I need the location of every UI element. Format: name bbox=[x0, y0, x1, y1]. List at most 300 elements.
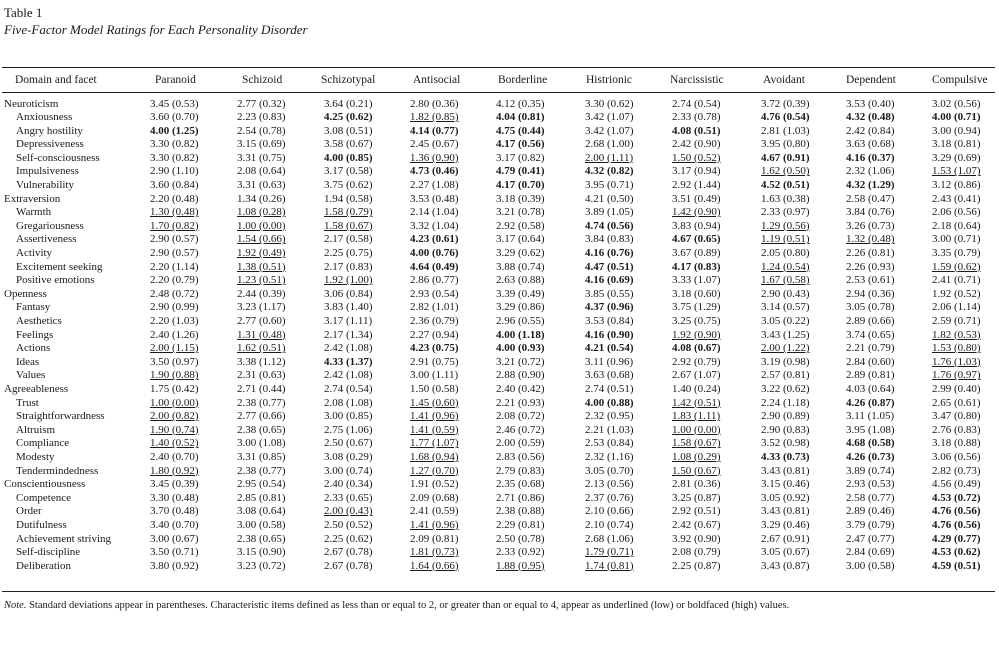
rating-cell: 2.58 (0.47) bbox=[846, 192, 895, 205]
rating-cell: 3.43 (1.25) bbox=[761, 328, 810, 341]
rating-cell: 2.86 (0.77) bbox=[410, 274, 459, 287]
rating-cell: 4.29 (0.77) bbox=[932, 532, 981, 545]
rating-cell: 3.17 (0.58) bbox=[324, 165, 373, 178]
rating-cell: 2.90 (0.89) bbox=[761, 410, 810, 423]
rating-cell: 2.21 (0.93) bbox=[496, 396, 545, 409]
rating-cell: 2.21 (1.03) bbox=[585, 423, 634, 436]
rating-cell: 2.90 (0.57) bbox=[150, 247, 199, 260]
rating-cell: 4.64 (0.49) bbox=[410, 260, 459, 273]
rating-cell: 2.32 (0.95) bbox=[585, 410, 634, 423]
rating-cell: 1.67 (0.58) bbox=[761, 274, 810, 287]
rating-cell: 4.67 (0.91) bbox=[761, 151, 810, 164]
rating-cell: 2.25 (0.87) bbox=[672, 559, 721, 572]
rating-cell: 1.32 (0.48) bbox=[846, 233, 895, 246]
rating-cell: 3.60 (0.70) bbox=[150, 111, 199, 124]
rating-cell: 2.40 (0.70) bbox=[150, 450, 199, 463]
rating-cell: 1.92 (0.49) bbox=[237, 247, 286, 260]
rating-cell: 1.92 (0.52) bbox=[932, 287, 981, 300]
rating-cell: 3.95 (1.08) bbox=[846, 423, 895, 436]
rating-cell: 3.63 (0.68) bbox=[585, 369, 634, 382]
facet-row bbox=[0, 247, 999, 261]
rating-cell: 2.74 (0.54) bbox=[672, 97, 721, 110]
rating-cell: 2.74 (0.51) bbox=[585, 382, 634, 395]
rating-cell: 3.70 (0.48) bbox=[150, 505, 199, 518]
rating-cell: 3.43 (0.81) bbox=[761, 505, 810, 518]
rating-cell: 3.05 (0.92) bbox=[761, 491, 810, 504]
rating-cell: 3.45 (0.53) bbox=[150, 97, 199, 110]
rating-cell: 1.41 (0.96) bbox=[410, 410, 459, 423]
table-title: Five-Factor Model Ratings for Each Personality Disorder bbox=[4, 22, 308, 37]
rating-cell: 3.21 (0.78) bbox=[496, 206, 545, 219]
rating-cell: 1.34 (0.26) bbox=[237, 192, 286, 205]
rating-cell: 1.94 (0.58) bbox=[324, 192, 373, 205]
rating-cell: 2.38 (0.77) bbox=[237, 396, 286, 409]
rating-cell: 2.47 (0.77) bbox=[846, 532, 895, 545]
rating-cell: 3.00 (0.67) bbox=[150, 532, 199, 545]
rating-cell: 4.14 (0.77) bbox=[410, 124, 459, 137]
rating-cell: 2.96 (0.55) bbox=[496, 315, 545, 327]
rating-cell: 2.92 (0.79) bbox=[672, 355, 721, 368]
facet-row bbox=[0, 369, 999, 383]
rating-cell: 4.76 (0.56) bbox=[932, 518, 981, 531]
table-header-rule bbox=[2, 92, 995, 93]
header-histrionic: Histrionic bbox=[586, 74, 632, 86]
rating-cell: 3.80 (0.92) bbox=[150, 559, 199, 572]
rating-cell: 3.38 (1.12) bbox=[237, 355, 286, 368]
rating-cell: 2.74 (0.54) bbox=[324, 382, 373, 395]
facet-row bbox=[0, 179, 999, 193]
rating-cell: 2.00 (1.22) bbox=[761, 342, 810, 355]
rating-cell: 3.23 (0.72) bbox=[237, 559, 286, 572]
rating-cell: 1.70 (0.82) bbox=[150, 219, 199, 232]
rating-cell: 1.58 (0.67) bbox=[324, 219, 373, 232]
facet-row bbox=[0, 125, 999, 139]
rating-cell: 2.25 (0.62) bbox=[324, 532, 373, 545]
rating-cell: 1.68 (0.94) bbox=[410, 450, 459, 463]
facet-label: Gregariousness bbox=[16, 219, 84, 232]
rating-cell: 1.91 (0.52) bbox=[410, 478, 459, 491]
header-domain-and-facet: Domain and facet bbox=[15, 74, 97, 86]
rating-cell: 3.22 (0.62) bbox=[761, 382, 810, 395]
facet-row bbox=[0, 451, 999, 465]
rating-cell: 2.67 (0.91) bbox=[761, 532, 810, 545]
facet-row bbox=[0, 533, 999, 547]
rating-cell: 2.54 (0.78) bbox=[237, 124, 286, 137]
rating-cell: 1.59 (0.62) bbox=[932, 260, 981, 273]
facet-label: Assertiveness bbox=[16, 233, 77, 246]
facet-row bbox=[0, 465, 999, 479]
facet-row bbox=[0, 505, 999, 519]
rating-cell: 4.33 (1.37) bbox=[324, 355, 373, 368]
rating-cell: 3.02 (0.56) bbox=[932, 97, 981, 110]
rating-cell: 2.59 (0.71) bbox=[932, 315, 981, 327]
rating-cell: 1.74 (0.81) bbox=[585, 559, 634, 572]
rating-cell: 1.81 (0.73) bbox=[410, 546, 459, 559]
rating-cell: 2.26 (0.81) bbox=[846, 247, 895, 260]
rating-cell: 2.40 (0.34) bbox=[324, 478, 373, 491]
rating-cell: 4.16 (0.90) bbox=[585, 328, 634, 341]
rating-cell: 2.92 (0.58) bbox=[496, 219, 545, 232]
rating-cell: 1.58 (0.79) bbox=[324, 206, 373, 219]
rating-cell: 1.45 (0.60) bbox=[410, 396, 459, 409]
rating-cell: 2.08 (0.64) bbox=[237, 165, 286, 178]
rating-cell: 4.12 (0.35) bbox=[496, 97, 545, 110]
rating-cell: 4.26 (0.73) bbox=[846, 450, 895, 463]
facet-label: Altruism bbox=[16, 423, 56, 436]
facet-label: Dutifulness bbox=[16, 518, 67, 531]
rating-cell: 3.64 (0.21) bbox=[324, 97, 373, 110]
rating-cell: 2.83 (0.56) bbox=[496, 450, 545, 463]
facet-label: Competence bbox=[16, 491, 71, 504]
domain-row bbox=[0, 98, 999, 112]
rating-cell: 2.08 (0.79) bbox=[672, 546, 721, 559]
rating-cell: 1.00 (0.00) bbox=[672, 423, 721, 436]
rating-cell: 2.68 (1.00) bbox=[585, 138, 634, 151]
rating-cell: 3.11 (1.05) bbox=[846, 410, 895, 423]
rating-cell: 4.21 (0.50) bbox=[585, 192, 634, 205]
rating-cell: 3.18 (0.81) bbox=[932, 138, 981, 151]
rating-cell: 2.90 (0.43) bbox=[761, 287, 810, 300]
rating-cell: 2.40 (0.42) bbox=[496, 382, 545, 395]
facet-label: Feelings bbox=[16, 328, 54, 341]
rating-cell: 4.32 (1.29) bbox=[846, 179, 895, 192]
facet-row bbox=[0, 329, 999, 343]
rating-cell: 4.23 (0.61) bbox=[410, 233, 459, 246]
rating-cell: 4.17 (0.56) bbox=[496, 138, 545, 151]
rating-cell: 2.71 (0.86) bbox=[496, 491, 545, 504]
rating-cell: 4.26 (0.87) bbox=[846, 396, 895, 409]
rating-cell: 2.10 (0.66) bbox=[585, 505, 634, 518]
rating-cell: 1.41 (0.59) bbox=[410, 423, 459, 436]
rating-cell: 2.06 (1.14) bbox=[932, 301, 981, 314]
header-avoidant: Avoidant bbox=[763, 74, 805, 86]
note-label: Note. bbox=[4, 600, 27, 611]
facet-label: Compliance bbox=[16, 437, 70, 450]
rating-cell: 1.50 (0.67) bbox=[672, 464, 721, 477]
rating-cell: 2.82 (1.01) bbox=[410, 301, 459, 314]
rating-cell: 3.51 (0.49) bbox=[672, 192, 721, 205]
rating-cell: 3.32 (1.04) bbox=[410, 219, 459, 232]
rating-cell: 3.30 (0.82) bbox=[150, 138, 199, 151]
rating-cell: 1.64 (0.66) bbox=[410, 559, 459, 572]
rating-cell: 3.08 (0.64) bbox=[237, 505, 286, 518]
rating-cell: 3.58 (0.67) bbox=[324, 138, 373, 151]
rating-cell: 2.25 (0.75) bbox=[324, 247, 373, 260]
rating-cell: 2.53 (0.84) bbox=[585, 437, 634, 450]
rating-cell: 3.52 (0.98) bbox=[761, 437, 810, 450]
rating-cell: 3.45 (0.39) bbox=[150, 478, 199, 491]
rating-cell: 4.00 (0.76) bbox=[410, 247, 459, 260]
rating-cell: 3.60 (0.84) bbox=[150, 179, 199, 192]
rating-cell: 4.76 (0.54) bbox=[761, 111, 810, 124]
rating-cell: 1.62 (0.50) bbox=[761, 165, 810, 178]
rating-cell: 2.46 (0.72) bbox=[496, 423, 545, 436]
rating-cell: 3.83 (0.94) bbox=[672, 219, 721, 232]
rating-cell: 4.00 (0.88) bbox=[585, 396, 634, 409]
rating-cell: 3.85 (0.55) bbox=[585, 287, 634, 300]
rating-cell: 3.30 (0.48) bbox=[150, 491, 199, 504]
rating-cell: 3.14 (0.57) bbox=[761, 301, 810, 314]
rating-cell: 3.00 (0.85) bbox=[324, 410, 373, 423]
rating-cell: 4.79 (0.41) bbox=[496, 165, 545, 178]
rating-cell: 1.62 (0.51) bbox=[237, 342, 286, 355]
rating-cell: 4.16 (0.76) bbox=[585, 247, 634, 260]
rating-cell: 2.27 (0.94) bbox=[410, 328, 459, 341]
rating-cell: 1.50 (0.58) bbox=[410, 382, 459, 395]
rating-cell: 1.58 (0.67) bbox=[672, 437, 721, 450]
table-top-rule bbox=[2, 67, 995, 68]
rating-cell: 1.92 (1.00) bbox=[324, 274, 373, 287]
rating-cell: 4.17 (0.70) bbox=[496, 179, 545, 192]
rating-cell: 4.53 (0.62) bbox=[932, 546, 981, 559]
rating-cell: 3.75 (1.29) bbox=[672, 301, 721, 314]
rating-cell: 2.37 (0.76) bbox=[585, 491, 634, 504]
rating-cell: 3.89 (1.05) bbox=[585, 206, 634, 219]
rating-cell: 3.53 (0.48) bbox=[410, 192, 459, 205]
table-bottom-rule bbox=[2, 591, 995, 592]
rating-cell: 1.77 (1.07) bbox=[410, 437, 459, 450]
domain-label: Conscientiousness bbox=[4, 478, 86, 491]
rating-cell: 1.53 (0.80) bbox=[932, 342, 981, 355]
rating-cell: 3.25 (0.87) bbox=[672, 491, 721, 504]
rating-cell: 3.31 (0.85) bbox=[237, 450, 286, 463]
rating-cell: 2.29 (0.81) bbox=[496, 518, 545, 531]
rating-cell: 4.17 (0.83) bbox=[672, 260, 721, 273]
facet-label: Straightforwardness bbox=[16, 410, 105, 423]
rating-cell: 2.20 (1.14) bbox=[150, 260, 199, 273]
rating-cell: 2.23 (0.83) bbox=[237, 111, 286, 124]
rating-cell: 3.12 (0.86) bbox=[932, 179, 981, 192]
facet-row bbox=[0, 220, 999, 234]
rating-cell: 3.63 (0.68) bbox=[846, 138, 895, 151]
rating-cell: 3.15 (0.69) bbox=[237, 138, 286, 151]
rating-cell: 3.00 (0.94) bbox=[932, 124, 981, 137]
facet-label: Ideas bbox=[16, 355, 40, 368]
header-schizotypal: Schizotypal bbox=[321, 74, 376, 86]
rating-cell: 2.77 (0.66) bbox=[237, 410, 286, 423]
domain-label: Extraversion bbox=[4, 192, 61, 205]
rating-cell: 1.90 (0.74) bbox=[150, 423, 199, 436]
rating-cell: 3.50 (0.97) bbox=[150, 355, 199, 368]
facet-row bbox=[0, 342, 999, 356]
rating-cell: 3.15 (0.90) bbox=[237, 546, 286, 559]
rating-cell: 2.36 (0.79) bbox=[410, 315, 459, 327]
facet-row bbox=[0, 560, 999, 574]
rating-cell: 2.33 (0.78) bbox=[672, 111, 721, 124]
rating-cell: 3.40 (0.70) bbox=[150, 518, 199, 531]
rating-cell: 1.50 (0.52) bbox=[672, 151, 721, 164]
rating-cell: 1.08 (0.29) bbox=[672, 450, 721, 463]
facet-label: Trust bbox=[16, 396, 39, 409]
facet-row bbox=[0, 111, 999, 125]
rating-cell: 2.89 (0.81) bbox=[846, 369, 895, 382]
rating-cell: 2.17 (1.34) bbox=[324, 328, 373, 341]
table-body bbox=[0, 98, 999, 574]
rating-cell: 2.67 (0.78) bbox=[324, 559, 373, 572]
rating-cell: 2.09 (0.81) bbox=[410, 532, 459, 545]
rating-cell: 2.68 (1.06) bbox=[585, 532, 634, 545]
rating-cell: 2.41 (0.71) bbox=[932, 274, 981, 287]
rating-cell: 1.00 (0.00) bbox=[150, 396, 199, 409]
facet-label: Warmth bbox=[16, 206, 52, 219]
facet-label: Excitement seeking bbox=[16, 260, 103, 273]
rating-cell: 2.99 (0.40) bbox=[932, 382, 981, 395]
rating-cell: 2.32 (1.06) bbox=[846, 165, 895, 178]
rating-cell: 3.18 (0.39) bbox=[496, 192, 545, 205]
rating-cell: 3.05 (0.22) bbox=[761, 315, 810, 327]
rating-cell: 1.83 (1.11) bbox=[672, 410, 721, 423]
rating-cell: 2.42 (0.90) bbox=[672, 138, 721, 151]
rating-cell: 3.17 (0.94) bbox=[672, 165, 721, 178]
facet-row bbox=[0, 410, 999, 424]
rating-cell: 1.31 (0.48) bbox=[237, 328, 286, 341]
rating-cell: 3.17 (0.82) bbox=[496, 151, 545, 164]
rating-cell: 2.67 (0.78) bbox=[324, 546, 373, 559]
facet-row bbox=[0, 165, 999, 179]
rating-cell: 3.05 (0.67) bbox=[761, 546, 810, 559]
rating-cell: 2.88 (0.90) bbox=[496, 369, 545, 382]
rating-cell: 4.00 (0.93) bbox=[496, 342, 545, 355]
rating-cell: 4.00 (0.85) bbox=[324, 151, 373, 164]
rating-cell: 3.67 (0.89) bbox=[672, 247, 721, 260]
rating-cell: 4.04 (0.81) bbox=[496, 111, 545, 124]
rating-cell: 2.21 (0.79) bbox=[846, 342, 895, 355]
rating-cell: 2.33 (0.92) bbox=[496, 546, 545, 559]
rating-cell: 2.71 (0.44) bbox=[237, 382, 286, 395]
rating-cell: 3.31 (0.63) bbox=[237, 179, 286, 192]
rating-cell: 4.16 (0.69) bbox=[585, 274, 634, 287]
header-narcissistic: Narcissistic bbox=[670, 74, 724, 86]
rating-cell: 3.79 (0.79) bbox=[846, 518, 895, 531]
rating-cell: 3.43 (0.87) bbox=[761, 559, 810, 572]
domain-row bbox=[0, 193, 999, 207]
facet-row bbox=[0, 519, 999, 533]
rating-cell: 2.84 (0.60) bbox=[846, 355, 895, 368]
rating-cell: 2.33 (0.97) bbox=[761, 206, 810, 219]
rating-cell: 2.08 (1.08) bbox=[324, 396, 373, 409]
facet-row bbox=[0, 138, 999, 152]
domain-row bbox=[0, 478, 999, 492]
facet-label: Anxiousness bbox=[16, 111, 73, 124]
rating-cell: 4.00 (0.71) bbox=[932, 111, 981, 124]
facet-row bbox=[0, 274, 999, 288]
rating-cell: 3.83 (1.40) bbox=[324, 301, 373, 314]
rating-cell: 3.29 (0.69) bbox=[932, 151, 981, 164]
facet-row bbox=[0, 261, 999, 275]
rating-cell: 3.00 (1.08) bbox=[237, 437, 286, 450]
rating-cell: 2.38 (0.77) bbox=[237, 464, 286, 477]
rating-cell: 2.50 (0.67) bbox=[324, 437, 373, 450]
facet-row bbox=[0, 546, 999, 560]
rating-cell: 2.90 (0.57) bbox=[150, 233, 199, 246]
header-paranoid: Paranoid bbox=[155, 74, 196, 86]
rating-cell: 3.19 (0.98) bbox=[761, 355, 810, 368]
rating-cell: 2.24 (1.18) bbox=[761, 396, 810, 409]
rating-cell: 2.38 (0.65) bbox=[237, 532, 286, 545]
rating-cell: 3.06 (0.56) bbox=[932, 450, 981, 463]
rating-cell: 1.88 (0.95) bbox=[496, 559, 545, 572]
rating-cell: 3.21 (0.72) bbox=[496, 355, 545, 368]
facet-row bbox=[0, 437, 999, 451]
rating-cell: 3.53 (0.40) bbox=[846, 97, 895, 110]
rating-cell: 3.84 (0.76) bbox=[846, 206, 895, 219]
domain-label: Openness bbox=[4, 287, 47, 300]
rating-cell: 1.00 (0.00) bbox=[237, 219, 286, 232]
rating-cell: 3.29 (0.86) bbox=[496, 301, 545, 314]
rating-cell: 2.93 (0.54) bbox=[410, 287, 459, 300]
rating-cell: 1.40 (0.52) bbox=[150, 437, 199, 450]
rating-cell: 1.54 (0.66) bbox=[237, 233, 286, 246]
rating-cell: 2.92 (0.51) bbox=[672, 505, 721, 518]
rating-cell: 3.42 (1.07) bbox=[585, 124, 634, 137]
table-header-row bbox=[0, 72, 999, 89]
facet-label: Order bbox=[16, 505, 42, 518]
rating-cell: 1.27 (0.70) bbox=[410, 464, 459, 477]
rating-cell: 3.17 (1.11) bbox=[324, 315, 373, 327]
rating-cell: 1.90 (0.88) bbox=[150, 369, 199, 382]
rating-cell: 2.42 (0.84) bbox=[846, 124, 895, 137]
rating-cell: 2.20 (0.48) bbox=[150, 192, 199, 205]
rating-cell: 2.63 (0.88) bbox=[496, 274, 545, 287]
rating-cell: 2.10 (0.74) bbox=[585, 518, 634, 531]
table-note bbox=[4, 599, 789, 613]
rating-cell: 2.38 (0.65) bbox=[237, 423, 286, 436]
rating-cell: 1.63 (0.38) bbox=[761, 192, 810, 205]
facet-row bbox=[0, 233, 999, 247]
rating-cell: 2.50 (0.52) bbox=[324, 518, 373, 531]
facet-label: Self-discipline bbox=[16, 546, 81, 559]
rating-cell: 3.05 (0.70) bbox=[585, 464, 634, 477]
facet-label: Tendermindedness bbox=[16, 464, 99, 477]
facet-row bbox=[0, 492, 999, 506]
rating-cell: 2.48 (0.72) bbox=[150, 287, 199, 300]
rating-cell: 1.40 (0.24) bbox=[672, 382, 721, 395]
rating-cell: 2.93 (0.53) bbox=[846, 478, 895, 491]
rating-cell: 2.53 (0.61) bbox=[846, 274, 895, 287]
rating-cell: 1.41 (0.96) bbox=[410, 518, 459, 531]
rating-cell: 2.76 (0.83) bbox=[932, 423, 981, 436]
rating-cell: 4.16 (0.37) bbox=[846, 151, 895, 164]
rating-cell: 3.17 (0.64) bbox=[496, 233, 545, 246]
rating-cell: 3.29 (0.46) bbox=[761, 518, 810, 531]
rating-cell: 2.85 (0.81) bbox=[237, 491, 286, 504]
rating-cell: 3.08 (0.29) bbox=[324, 450, 373, 463]
facet-label: Values bbox=[16, 369, 46, 382]
rating-cell: 1.30 (0.48) bbox=[150, 206, 199, 219]
rating-cell: 3.18 (0.88) bbox=[932, 437, 981, 450]
facet-row bbox=[0, 301, 999, 315]
rating-cell: 2.95 (0.54) bbox=[237, 478, 286, 491]
rating-cell: 3.95 (0.71) bbox=[585, 179, 634, 192]
rating-cell: 3.50 (0.71) bbox=[150, 546, 199, 559]
facet-row bbox=[0, 356, 999, 370]
rating-cell: 4.23 (0.75) bbox=[410, 342, 459, 355]
rating-cell: 2.05 (0.80) bbox=[761, 247, 810, 260]
rating-cell: 3.29 (0.62) bbox=[496, 247, 545, 260]
rating-cell: 4.52 (0.51) bbox=[761, 179, 810, 192]
rating-cell: 3.89 (0.74) bbox=[846, 464, 895, 477]
rating-cell: 3.11 (0.96) bbox=[585, 355, 634, 368]
facet-label: Aesthetics bbox=[16, 315, 62, 327]
rating-cell: 2.31 (0.63) bbox=[237, 369, 286, 382]
header-compulsive: Compulsive bbox=[932, 74, 988, 86]
rating-cell: 4.00 (1.25) bbox=[150, 124, 199, 137]
rating-cell: 3.74 (0.65) bbox=[846, 328, 895, 341]
rating-cell: 3.00 (1.11) bbox=[410, 369, 459, 382]
facet-label: Impulsiveness bbox=[16, 165, 79, 178]
facet-label: Modesty bbox=[16, 450, 55, 463]
rating-cell: 1.92 (0.90) bbox=[672, 328, 721, 341]
